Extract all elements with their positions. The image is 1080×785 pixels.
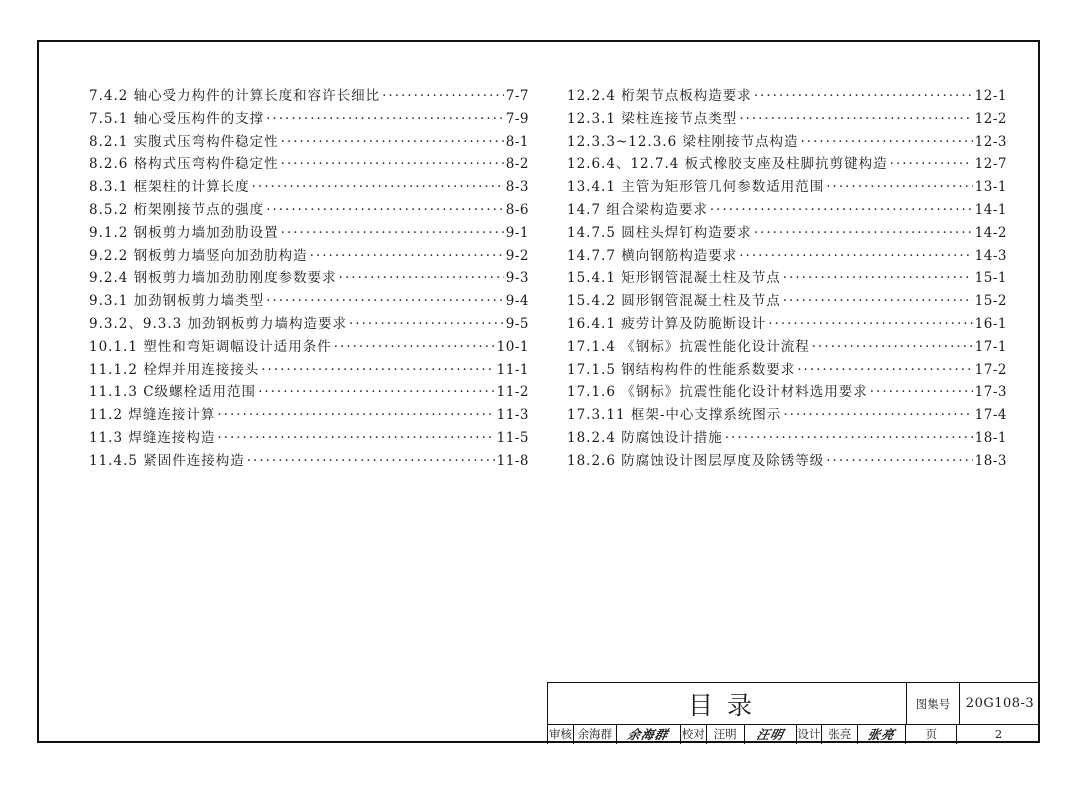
page-label: 页 <box>906 724 957 744</box>
toc-entry-title: 9.2.2 钢板剪力墙竖向加劲肋构造 <box>89 247 308 264</box>
toc-entry-title: 8.5.2 桁架刚接节点的强度 <box>89 201 265 218</box>
toc-entry-page: 9-1 <box>505 224 529 241</box>
toc-entry-title: 11.1.3 C级螺栓适用范围 <box>89 384 257 401</box>
atlas-number: 20G108-3 <box>965 696 1035 711</box>
designer-signature-text: 张亮 <box>866 727 897 742</box>
toc-leader-dots <box>266 293 504 309</box>
reviewer-signature-text: 余海群 <box>626 727 671 742</box>
toc-entry <box>567 130 1007 153</box>
toc-entry <box>89 221 529 244</box>
toc-entry <box>89 84 529 107</box>
toc-entry-page: 17-3 <box>974 384 1007 401</box>
toc-entry <box>567 152 1007 175</box>
toc-entry <box>567 175 1007 198</box>
toc-entry-title: 17.1.4 《钢标》抗震性能化设计流程 <box>567 338 810 355</box>
toc-entry-title: 8.3.1 框架柱的计算长度 <box>89 179 250 196</box>
toc-entry-title: 12.6.4、12.7.4 板式橡胶支座及柱脚抗剪键构造 <box>567 156 888 173</box>
toc-entry-title: 14.7 组合梁构造要求 <box>567 201 708 218</box>
toc-entry-page: 17-4 <box>974 407 1007 424</box>
toc-entry-title: 17.1.6 《钢标》抗震性能化设计材料选用要求 <box>567 384 868 401</box>
toc-entry-page: 11-8 <box>496 452 529 469</box>
toc-column-right <box>567 84 1007 472</box>
toc-entry <box>89 380 529 403</box>
toc-leader-dots <box>339 270 504 286</box>
reviewer-name: 余海群 <box>574 724 617 744</box>
toc-entry-page: 12-2 <box>974 110 1007 127</box>
toc-leader-dots <box>754 225 973 241</box>
toc-entry-page: 9-4 <box>505 293 529 310</box>
checker-signature-text: 汪明 <box>754 727 786 742</box>
toc-entry-page: 16-1 <box>974 315 1007 332</box>
toc-entry-page: 10-1 <box>496 338 529 355</box>
toc-entry-page: 14-1 <box>974 201 1007 218</box>
toc-leader-dots <box>266 202 504 218</box>
title-block <box>547 682 1040 744</box>
check-label: 校对 <box>681 724 707 744</box>
toc-entry-title: 14.7.7 横向钢筋构造要求 <box>567 247 738 264</box>
toc-entry-title: 15.4.2 圆形钢管混凝土柱及节点 <box>567 293 781 310</box>
toc-leader-dots <box>826 453 972 469</box>
toc-entry-title: 13.4.1 主管为矩形管几何参数适用范围 <box>567 179 825 196</box>
toc-entry <box>89 426 529 449</box>
toc-entry-page: 18-3 <box>974 452 1007 469</box>
toc-entry-title: 11.3 焊缝连接构造 <box>89 429 216 446</box>
toc-entry-title: 17.1.5 钢结构构件的性能系数要求 <box>567 361 796 378</box>
toc-leader-dots <box>349 316 504 332</box>
toc-entry-title: 11.4.5 紧固件连接构造 <box>89 452 245 469</box>
toc-leader-dots <box>783 270 973 286</box>
toc-entry <box>567 266 1007 289</box>
toc-leader-dots <box>334 339 495 355</box>
toc-leader-dots <box>281 225 504 241</box>
toc-entry <box>567 221 1007 244</box>
toc-entry-page: 13-1 <box>974 179 1007 196</box>
toc-entry <box>89 358 529 381</box>
toc-entry <box>89 312 529 335</box>
toc-entry-page: 17-1 <box>974 338 1007 355</box>
title-block-row-bottom <box>548 724 1040 744</box>
toc-entry-title: 15.4.1 矩形钢管混凝土柱及节点 <box>567 270 781 287</box>
design-label: 设计 <box>797 724 823 744</box>
page-number: 2 <box>994 727 1003 741</box>
toc-leader-dots <box>252 179 504 195</box>
toc-entry <box>567 358 1007 381</box>
toc-entry-page: 12-7 <box>974 156 1007 173</box>
toc-entry <box>89 266 529 289</box>
toc-entry-title: 16.4.1 疲劳计算及防脆断设计 <box>567 315 767 332</box>
toc-entry <box>567 449 1007 472</box>
toc-leader-dots <box>247 453 495 469</box>
title-block-row-top <box>548 683 1040 725</box>
toc-entry-page: 8-6 <box>505 201 529 218</box>
toc-entry <box>89 175 529 198</box>
toc-entry <box>567 403 1007 426</box>
toc-entry-page: 11-2 <box>496 384 529 401</box>
toc-entry-title: 8.2.6 格构式压弯构件稳定性 <box>89 156 279 173</box>
toc-entry-title: 11.1.2 栓焊并用连接接头 <box>89 361 260 378</box>
designer-signature <box>858 724 906 744</box>
toc-entry <box>89 244 529 267</box>
toc-leader-dots <box>261 362 494 378</box>
toc-entry <box>89 107 529 130</box>
toc-entry-page: 15-1 <box>974 270 1007 287</box>
toc-entry-page: 11-5 <box>496 429 529 446</box>
toc-entry-title: 14.7.5 圆柱头焊钉构造要求 <box>567 224 752 241</box>
toc-column-left <box>89 84 529 472</box>
toc-leader-dots <box>725 430 973 446</box>
toc-entry-page: 7-9 <box>505 110 529 127</box>
toc-leader-dots <box>382 88 504 104</box>
toc-entry <box>89 403 529 426</box>
toc-entry-title: 18.2.4 防腐蚀设计措施 <box>567 429 723 446</box>
toc-leader-dots <box>281 134 504 150</box>
toc-entry-page: 7-7 <box>505 88 529 104</box>
reviewer-signature <box>617 724 681 744</box>
toc-entry-page: 14-3 <box>974 247 1007 264</box>
toc-entry-title: 12.2.4 桁架节点板构造要求 <box>567 88 752 104</box>
toc-entry <box>89 130 529 153</box>
atlas-number-label: 图集号 <box>906 683 960 724</box>
toc-entry-title: 9.1.2 钢板剪力墙加劲肋设置 <box>89 224 279 241</box>
toc-entry-title: 18.2.6 防腐蚀设计图层厚度及除锈等级 <box>567 452 825 469</box>
toc-entry <box>567 312 1007 335</box>
toc-entry <box>89 198 529 221</box>
toc-entry <box>89 152 529 175</box>
toc-leader-dots <box>739 111 972 127</box>
toc-entry <box>567 335 1007 358</box>
toc-entry-page: 8-3 <box>505 179 529 196</box>
toc-entry-page: 9-3 <box>505 270 529 287</box>
toc-leader-dots <box>754 88 973 104</box>
toc-entry-title: 10.1.1 塑性和弯矩调幅设计适用条件 <box>89 338 332 355</box>
toc-entry <box>567 84 1007 107</box>
designer-name: 张亮 <box>822 724 858 744</box>
toc-leader-dots <box>768 316 972 332</box>
toc-entry-title: 12.3.1 梁柱连接节点类型 <box>567 110 738 127</box>
toc-entry <box>567 107 1007 130</box>
toc-leader-dots <box>797 362 972 378</box>
toc-leader-dots <box>710 202 973 218</box>
drawing-frame <box>37 40 1040 743</box>
toc-leader-dots <box>266 111 504 127</box>
toc-leader-dots <box>800 134 972 150</box>
toc-entry-title: 9.3.2、9.3.3 加劲钢板剪力墙构造要求 <box>89 315 347 332</box>
toc-entry-title: 7.4.2 轴心受力构件的计算长度和容许长细比 <box>89 88 381 104</box>
toc-entry-title: 17.3.11 框架-中心支撑系统图示 <box>567 407 782 424</box>
toc-entry <box>567 289 1007 312</box>
toc-leader-dots <box>812 339 973 355</box>
toc-entry <box>567 426 1007 449</box>
toc-entry <box>567 380 1007 403</box>
checker-signature <box>745 724 797 744</box>
toc-entry-title: 12.3.3~12.3.6 梁柱刚接节点构造 <box>567 133 799 150</box>
toc-entry-page: 8-1 <box>505 133 529 150</box>
toc-entry <box>89 449 529 472</box>
toc-entry-title: 9.2.4 钢板剪力墙加劲肋刚度参数要求 <box>89 270 337 287</box>
toc-entry-page: 12-3 <box>974 133 1007 150</box>
drawing-title: 目录 <box>687 690 766 720</box>
toc-entry-page: 9-2 <box>505 247 529 264</box>
toc-entry-page: 12-1 <box>974 88 1007 104</box>
toc-entry-page: 11-3 <box>496 407 529 424</box>
toc-entry-page: 8-2 <box>505 156 529 173</box>
toc-leader-dots <box>890 156 973 172</box>
toc-leader-dots <box>870 384 973 400</box>
toc-leader-dots <box>739 248 972 264</box>
toc-entry <box>567 244 1007 267</box>
toc-entry-page: 18-1 <box>974 429 1007 446</box>
toc-entry-page: 11-1 <box>496 361 529 378</box>
toc-leader-dots <box>281 156 504 172</box>
review-label: 审核 <box>548 724 574 744</box>
toc-entry-page: 15-2 <box>974 293 1007 310</box>
toc-leader-dots <box>783 293 973 309</box>
toc-entry-title: 11.2 焊缝连接计算 <box>89 407 216 424</box>
checker-name: 汪明 <box>707 724 745 744</box>
toc-leader-dots <box>217 407 494 423</box>
toc-leader-dots <box>310 248 504 264</box>
toc-entry-page: 9-5 <box>505 315 529 332</box>
toc-entry <box>567 198 1007 221</box>
toc-entry-page: 14-2 <box>974 224 1007 241</box>
toc-leader-dots <box>217 430 494 446</box>
toc-entry <box>89 289 529 312</box>
toc-leader-dots <box>783 407 972 423</box>
toc-entry <box>89 335 529 358</box>
toc-entry-title: 8.2.1 实腹式压弯构件稳定性 <box>89 133 279 150</box>
toc-entry-title: 7.5.1 轴心受压构件的支撑 <box>89 110 265 127</box>
toc-entry-title: 9.3.1 加劲钢板剪力墙类型 <box>89 293 265 310</box>
toc-leader-dots <box>258 384 495 400</box>
toc-entry-page: 17-2 <box>974 361 1007 378</box>
toc-leader-dots <box>826 179 972 195</box>
